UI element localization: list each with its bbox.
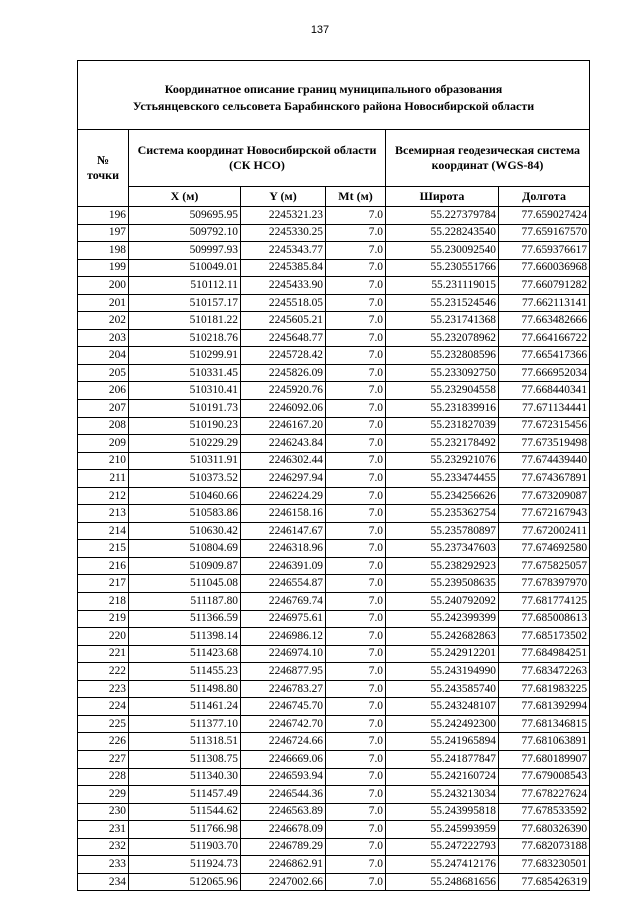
longitude-cell: 77.662113141 [499,294,590,312]
latitude-cell: 55.243585740 [386,680,499,698]
x-cell: 509997.93 [129,242,241,260]
table-row [78,364,590,382]
y-cell: 2245385.84 [241,259,326,277]
table-row [78,522,590,540]
latitude-cell: 55.231119015 [386,277,499,295]
y-cell: 2246302.44 [241,452,326,470]
x-header: X (м) [129,187,241,207]
longitude-cell: 77.672167943 [499,505,590,523]
x-cell: 510310.41 [129,382,241,400]
table-row [78,838,590,856]
mt-cell: 7.0 [326,768,386,786]
mt-cell: 7.0 [326,329,386,347]
latitude-header: Широта [386,187,499,207]
y-cell: 2246158.16 [241,505,326,523]
x-cell: 511045.08 [129,575,241,593]
table-body [78,207,590,891]
x-cell: 510299.91 [129,347,241,365]
point-number-cell: 218 [78,593,129,611]
y-cell: 2246745.70 [241,698,326,716]
x-cell: 511461.24 [129,698,241,716]
y-cell: 2246243.84 [241,435,326,453]
latitude-cell: 55.242160724 [386,768,499,786]
table-row [78,680,590,698]
point-number-cell: 221 [78,645,129,663]
table-row [78,417,590,435]
latitude-cell: 55.243248107 [386,698,499,716]
table-row [78,628,590,646]
point-number-cell: 228 [78,768,129,786]
longitude-cell: 77.671134441 [499,400,590,418]
point-number-cell: 215 [78,540,129,558]
latitude-cell: 55.235362754 [386,505,499,523]
mt-cell: 7.0 [326,663,386,681]
latitude-cell: 55.232904558 [386,382,499,400]
latitude-cell: 55.243194990 [386,663,499,681]
y-cell: 2246862.91 [241,856,326,874]
latitude-cell: 55.232078962 [386,329,499,347]
longitude-cell: 77.685426319 [499,873,590,891]
mt-cell: 7.0 [326,680,386,698]
point-number-cell: 234 [78,873,129,891]
y-cell: 2246391.09 [241,557,326,575]
table-row [78,312,590,330]
longitude-cell: 77.663482666 [499,312,590,330]
point-number-cell: 227 [78,750,129,768]
point-number-cell: 209 [78,435,129,453]
longitude-cell: 77.681392994 [499,698,590,716]
y-cell: 2245433.90 [241,277,326,295]
mt-cell: 7.0 [326,540,386,558]
table-row [78,435,590,453]
longitude-cell: 77.678227624 [499,786,590,804]
mt-cell: 7.0 [326,803,386,821]
point-number-cell: 207 [78,400,129,418]
x-cell: 511457.49 [129,786,241,804]
x-cell: 510218.76 [129,329,241,347]
longitude-cell: 77.683472263 [499,663,590,681]
latitude-cell: 55.243213034 [386,786,499,804]
table-row [78,856,590,874]
x-cell: 510190.23 [129,417,241,435]
table-row [78,259,590,277]
longitude-cell: 77.680326390 [499,821,590,839]
latitude-cell: 55.234256626 [386,487,499,505]
x-cell: 510909.87 [129,557,241,575]
mt-cell: 7.0 [326,224,386,242]
x-cell: 512065.96 [129,873,241,891]
x-cell: 511366.59 [129,610,241,628]
mt-cell: 7.0 [326,452,386,470]
document-title [78,61,590,130]
latitude-cell: 55.247222793 [386,838,499,856]
table-row [78,786,590,804]
mt-cell: 7.0 [326,312,386,330]
point-number-cell: 226 [78,733,129,751]
x-cell: 510229.29 [129,435,241,453]
x-cell: 511308.75 [129,750,241,768]
point-number-cell: 212 [78,487,129,505]
mt-cell: 7.0 [326,557,386,575]
point-number-cell: 219 [78,610,129,628]
latitude-cell: 55.231741368 [386,312,499,330]
x-cell: 510804.69 [129,540,241,558]
point-number-cell: 231 [78,821,129,839]
table-row [78,575,590,593]
y-cell: 2246877.95 [241,663,326,681]
table-row [78,242,590,260]
x-cell: 510157.17 [129,294,241,312]
y-cell: 2246783.27 [241,680,326,698]
latitude-cell: 55.245993959 [386,821,499,839]
y-cell: 2246769.74 [241,593,326,611]
point-number-cell: 222 [78,663,129,681]
longitude-cell: 77.674439440 [499,452,590,470]
x-cell: 511377.10 [129,715,241,733]
y-cell: 2245518.05 [241,294,326,312]
x-cell: 510630.42 [129,522,241,540]
point-number-cell: 232 [78,838,129,856]
mt-cell: 7.0 [326,505,386,523]
latitude-cell: 55.232808596 [386,347,499,365]
latitude-cell: 55.235780897 [386,522,499,540]
mt-cell: 7.0 [326,435,386,453]
longitude-cell: 77.685173502 [499,628,590,646]
longitude-cell: 77.672315456 [499,417,590,435]
latitude-cell: 55.242912201 [386,645,499,663]
table-row [78,715,590,733]
x-cell: 510373.52 [129,470,241,488]
latitude-cell: 55.240792092 [386,593,499,611]
point-number-cell: 208 [78,417,129,435]
latitude-cell: 55.247412176 [386,856,499,874]
point-number-cell: 196 [78,207,129,225]
table-row [78,557,590,575]
latitude-cell: 55.231839916 [386,400,499,418]
point-number-cell: 202 [78,312,129,330]
mt-cell: 7.0 [326,628,386,646]
mt-cell: 7.0 [326,715,386,733]
y-cell: 2245605.21 [241,312,326,330]
y-cell: 2246742.70 [241,715,326,733]
latitude-cell: 55.242492300 [386,715,499,733]
point-number-cell: 198 [78,242,129,260]
y-header: Y (м) [241,187,326,207]
latitude-cell: 55.230092540 [386,242,499,260]
y-cell: 2246297.94 [241,470,326,488]
mt-cell: 7.0 [326,575,386,593]
point-number-cell: 213 [78,505,129,523]
longitude-cell: 77.684984251 [499,645,590,663]
longitude-cell: 77.679008543 [499,768,590,786]
latitude-cell: 55.230551766 [386,259,499,277]
point-number-cell: 230 [78,803,129,821]
longitude-cell: 77.683230501 [499,856,590,874]
y-cell: 2245648.77 [241,329,326,347]
x-cell: 510311.91 [129,452,241,470]
mt-cell: 7.0 [326,417,386,435]
y-cell: 2246974.10 [241,645,326,663]
x-cell: 509695.95 [129,207,241,225]
x-cell: 511766.98 [129,821,241,839]
x-cell: 511187.80 [129,593,241,611]
wgs-system-header: Всемирная геодезическая система координат (WGS-84) [386,130,590,187]
table-row [78,540,590,558]
point-number-cell: 220 [78,628,129,646]
table-row [78,663,590,681]
point-number-cell: 203 [78,329,129,347]
point-number-cell: 206 [78,382,129,400]
table-row [78,803,590,821]
mt-cell: 7.0 [326,786,386,804]
mt-cell: 7.0 [326,645,386,663]
table-row [78,733,590,751]
longitude-cell: 77.659027424 [499,207,590,225]
y-cell: 2246593.94 [241,768,326,786]
longitude-cell: 77.681063891 [499,733,590,751]
latitude-cell: 55.237347603 [386,540,499,558]
longitude-cell: 77.659376617 [499,242,590,260]
table-row [78,593,590,611]
table-row [78,277,590,295]
latitude-cell: 55.248681656 [386,873,499,891]
mt-cell: 7.0 [326,821,386,839]
longitude-cell: 77.681774125 [499,593,590,611]
longitude-cell: 77.674692580 [499,540,590,558]
mt-cell: 7.0 [326,593,386,611]
y-cell: 2247002.66 [241,873,326,891]
title-line-1: Координатное описание границ муниципального образования [164,82,503,96]
table-row [78,645,590,663]
y-cell: 2245330.25 [241,224,326,242]
x-cell: 510112.11 [129,277,241,295]
longitude-cell: 77.660791282 [499,277,590,295]
x-cell: 509792.10 [129,224,241,242]
y-cell: 2246724.66 [241,733,326,751]
latitude-cell: 55.241877847 [386,750,499,768]
table-row [78,873,590,891]
latitude-cell: 55.233092750 [386,364,499,382]
table-row [78,768,590,786]
longitude-header: Долгота [499,187,590,207]
y-cell: 2246678.09 [241,821,326,839]
x-cell: 511924.73 [129,856,241,874]
point-number-cell: 217 [78,575,129,593]
mt-header: Mt (м) [326,187,386,207]
latitude-cell: 55.239508635 [386,575,499,593]
mt-cell: 7.0 [326,259,386,277]
mt-cell: 7.0 [326,698,386,716]
x-cell: 511340.30 [129,768,241,786]
table-row [78,610,590,628]
mt-cell: 7.0 [326,242,386,260]
longitude-cell: 77.660036968 [499,259,590,277]
mt-cell: 7.0 [326,873,386,891]
mt-cell: 7.0 [326,347,386,365]
latitude-cell: 55.241965894 [386,733,499,751]
latitude-cell: 55.227379784 [386,207,499,225]
x-cell: 511903.70 [129,838,241,856]
latitude-cell: 55.242399399 [386,610,499,628]
longitude-cell: 77.664166722 [499,329,590,347]
x-cell: 510583.86 [129,505,241,523]
mt-cell: 7.0 [326,294,386,312]
point-number-cell: 204 [78,347,129,365]
table-row [78,470,590,488]
table-row [78,347,590,365]
point-number-cell: 199 [78,259,129,277]
table-row [78,329,590,347]
point-number-cell: 216 [78,557,129,575]
latitude-cell: 55.231827039 [386,417,499,435]
point-number-cell: 214 [78,522,129,540]
point-number-cell: 205 [78,364,129,382]
y-cell: 2245728.42 [241,347,326,365]
point-number-cell: 233 [78,856,129,874]
longitude-cell: 77.685008613 [499,610,590,628]
table-row [78,750,590,768]
y-cell: 2246092.06 [241,400,326,418]
longitude-cell: 77.681346815 [499,715,590,733]
x-cell: 510049.01 [129,259,241,277]
y-cell: 2246147.67 [241,522,326,540]
mt-cell: 7.0 [326,382,386,400]
mt-cell: 7.0 [326,838,386,856]
x-cell: 510331.45 [129,364,241,382]
point-number-cell: 223 [78,680,129,698]
y-cell: 2245826.09 [241,364,326,382]
y-cell: 2246789.29 [241,838,326,856]
y-cell: 2245920.76 [241,382,326,400]
point-number-cell: 224 [78,698,129,716]
longitude-cell: 77.678533592 [499,803,590,821]
longitude-cell: 77.674367891 [499,470,590,488]
mt-cell: 7.0 [326,750,386,768]
nso-system-header: Система координат Новосибирской области (СК НСО) [129,130,386,187]
longitude-cell: 77.672002411 [499,522,590,540]
mt-cell: 7.0 [326,207,386,225]
x-cell: 510191.73 [129,400,241,418]
x-cell: 511498.80 [129,680,241,698]
mt-cell: 7.0 [326,733,386,751]
table-row [78,382,590,400]
latitude-cell: 55.233474455 [386,470,499,488]
longitude-cell: 77.682073188 [499,838,590,856]
y-cell: 2245321.23 [241,207,326,225]
longitude-cell: 77.681983225 [499,680,590,698]
y-cell: 2246224.29 [241,487,326,505]
mt-cell: 7.0 [326,856,386,874]
point-number-cell: 201 [78,294,129,312]
longitude-cell: 77.673519498 [499,435,590,453]
table-row [78,400,590,418]
y-cell: 2246669.06 [241,750,326,768]
longitude-cell: 77.659167570 [499,224,590,242]
y-cell: 2246986.12 [241,628,326,646]
point-number-cell: 229 [78,786,129,804]
table-row [78,821,590,839]
x-cell: 511318.51 [129,733,241,751]
title-line-2: Устьянцевского сельсовета Барабинского района Новосибирской области [132,99,535,113]
point-number-cell: 197 [78,224,129,242]
longitude-cell: 77.665417366 [499,347,590,365]
y-cell: 2246544.36 [241,786,326,804]
table-row [78,505,590,523]
page-number: 137 [310,24,330,36]
latitude-cell: 55.243995818 [386,803,499,821]
point-number-cell: 200 [78,277,129,295]
point-number-cell: 210 [78,452,129,470]
y-cell: 2246554.87 [241,575,326,593]
y-cell: 2246318.96 [241,540,326,558]
longitude-cell: 77.673209087 [499,487,590,505]
x-cell: 511455.23 [129,663,241,681]
longitude-cell: 77.680189907 [499,750,590,768]
latitude-cell: 55.232178492 [386,435,499,453]
mt-cell: 7.0 [326,610,386,628]
coordinates-table [77,60,590,891]
x-cell: 511544.62 [129,803,241,821]
longitude-cell: 77.666952034 [499,364,590,382]
longitude-cell: 77.678397970 [499,575,590,593]
mt-cell: 7.0 [326,470,386,488]
point-number-cell: 225 [78,715,129,733]
y-cell: 2246975.61 [241,610,326,628]
x-cell: 511398.14 [129,628,241,646]
latitude-cell: 55.228243540 [386,224,499,242]
mt-cell: 7.0 [326,522,386,540]
longitude-cell: 77.668440341 [499,382,590,400]
latitude-cell: 55.238292923 [386,557,499,575]
latitude-cell: 55.242682863 [386,628,499,646]
y-cell: 2246167.20 [241,417,326,435]
mt-cell: 7.0 [326,277,386,295]
x-cell: 510181.22 [129,312,241,330]
y-cell: 2246563.89 [241,803,326,821]
table-row [78,698,590,716]
latitude-cell: 55.231524546 [386,294,499,312]
mt-cell: 7.0 [326,487,386,505]
table-row [78,452,590,470]
mt-cell: 7.0 [326,400,386,418]
table-row [78,224,590,242]
x-cell: 510460.66 [129,487,241,505]
latitude-cell: 55.232921076 [386,452,499,470]
table-row [78,207,590,225]
mt-cell: 7.0 [326,364,386,382]
y-cell: 2245343.77 [241,242,326,260]
point-number-cell: 211 [78,470,129,488]
longitude-cell: 77.675825057 [499,557,590,575]
table-row [78,294,590,312]
x-cell: 511423.68 [129,645,241,663]
table-row [78,487,590,505]
point-number-header: № точки [78,130,129,207]
